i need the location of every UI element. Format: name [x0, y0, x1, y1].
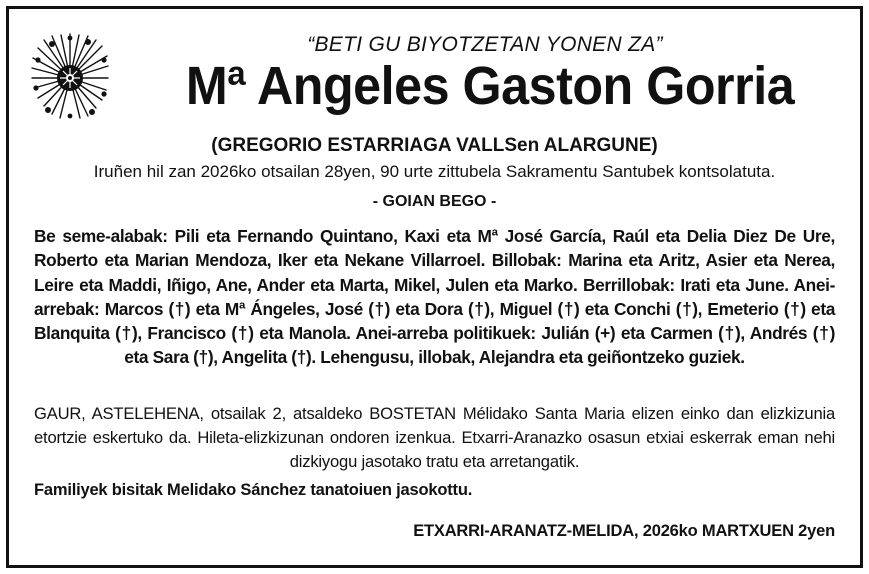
deceased-name: Mª Angeles Gaston Gorria — [185, 56, 795, 116]
death-info: Iruñen hil zan 2026ko otsailan 28yen, 90 urte zittubela Sakramentu Santubek kontsolatuta. — [93, 162, 776, 181]
thistle-flower-icon — [30, 30, 110, 122]
epitaph-quote: “BETI GU BIYOTZETAN YONEN ZA” — [307, 33, 663, 56]
place-date: ETXARRI-ARANATZ-MELIDA, 2026ko MARTXUEN 2yen — [413, 522, 835, 540]
family-paragraph: Be seme-alabak: Pili eta Fernando Quintano, Kaxi eta Mª José García, Raúl eta Delia Diez De Ure, Roberto eta Marian Mendoza, Iker eta Nekane Villarroel. Billobak: Marina eta Aritz, Asier eta Nerea, Leire eta Maddi, Iñigo, Ane, Ander eta Marta, Mikel, Julen eta Marko. Berrillobak: Irati eta June. Anei-arrebak: Marcos (†) eta Mª Ángeles, José (†) eta Dora (†), Miguel (†) eta Conchi (†), Emeterio (†) eta Blanquita (†), Francisco (†) eta Manola. Anei-arreba politikuek: Julián (+) eta Carmen (†), Andrés (†) eta Sara (†), Angelita (†). Lehengusu, illobak, Alejandra eta geiñontzeko guziek. — [34, 226, 835, 368]
funeral-paragraph: GAUR, ASTELEHENA, otsailak 2, atsaldeko BOSTETAN Mélidako Santa Maria elizen einko dan elizkizunia etortzie eskertuko da. Hileta-elizkizunan ondoren izenkua. Etxarri-Aranazko osasun etxiai eskerrak eman nehi dizkiyogu jasotako tratu eta arretangatik. — [34, 404, 835, 471]
visit-info: Familiyek bisitak Melidako Sánchez tanatoiuen jasokottu. — [34, 481, 473, 499]
rip-line: - GOIAN BEGO - — [372, 193, 497, 210]
widow-of-line: (GREGORIO ESTARRIAGA VALLSen ALARGUNE) — [211, 135, 658, 156]
